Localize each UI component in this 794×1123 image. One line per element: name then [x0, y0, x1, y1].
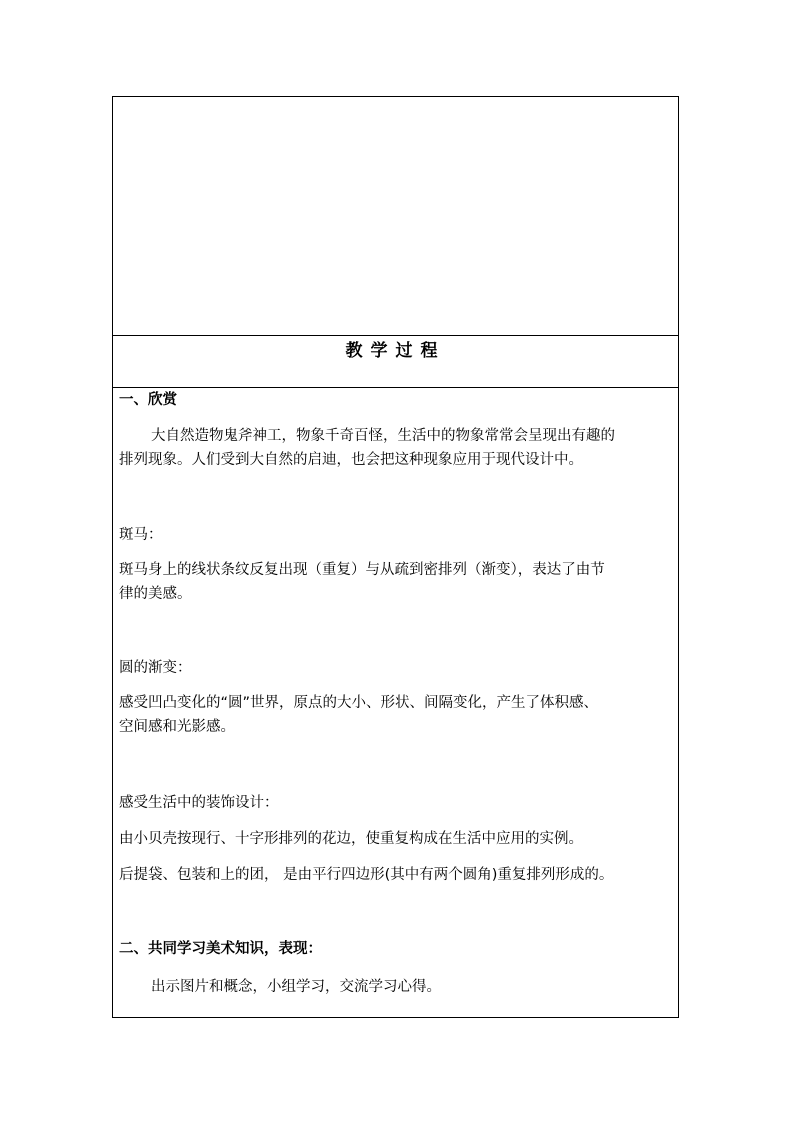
circle-line-2: 空间感和光影感。	[119, 719, 235, 735]
zebra-label: 斑马：	[119, 527, 163, 543]
learn-line-1: 出示图片和概念，小组学习，交流学习心得。	[151, 979, 441, 995]
section-title: 教学过程	[345, 341, 446, 361]
decor-line-2: 后提袋、包装和上的团， 是由平行四边形(其中有两个圆角)重复排列形成的。	[119, 867, 614, 883]
circle-line-1: 感受凹凸变化的“圆”世界，原点的大小、形状、间隔变化，产生了体积感、	[119, 695, 599, 711]
zebra-line-1: 斑马身上的线状条纹反复出现（重复）与从疏到密排列（渐变），表达了由节	[119, 562, 605, 578]
circle-label: 圆的渐变：	[119, 660, 192, 676]
zebra-line-2: 律的美感。	[119, 586, 192, 602]
blank-top-cell	[113, 97, 678, 336]
appreciate-heading: 一、欣赏	[119, 392, 177, 408]
lesson-plan-table	[112, 96, 679, 1018]
header-cell	[113, 336, 678, 388]
intro-line-2: 排列现象。人们受到大自然的启迪，也会把这种现象应用于现代设计中。	[119, 452, 583, 468]
decor-line-1: 由小贝壳按现行、十字形排列的花边，使重复构成在生活中应用的实例。	[119, 831, 583, 847]
learn-heading: 二、共同学习美术知识，表现：	[119, 941, 322, 957]
decor-label: 感受生活中的装饰设计：	[119, 795, 279, 811]
intro-line-1: 大自然造物鬼斧神工，物象千奇百怪，生活中的物象常常会呈现出有趣的	[151, 428, 615, 444]
